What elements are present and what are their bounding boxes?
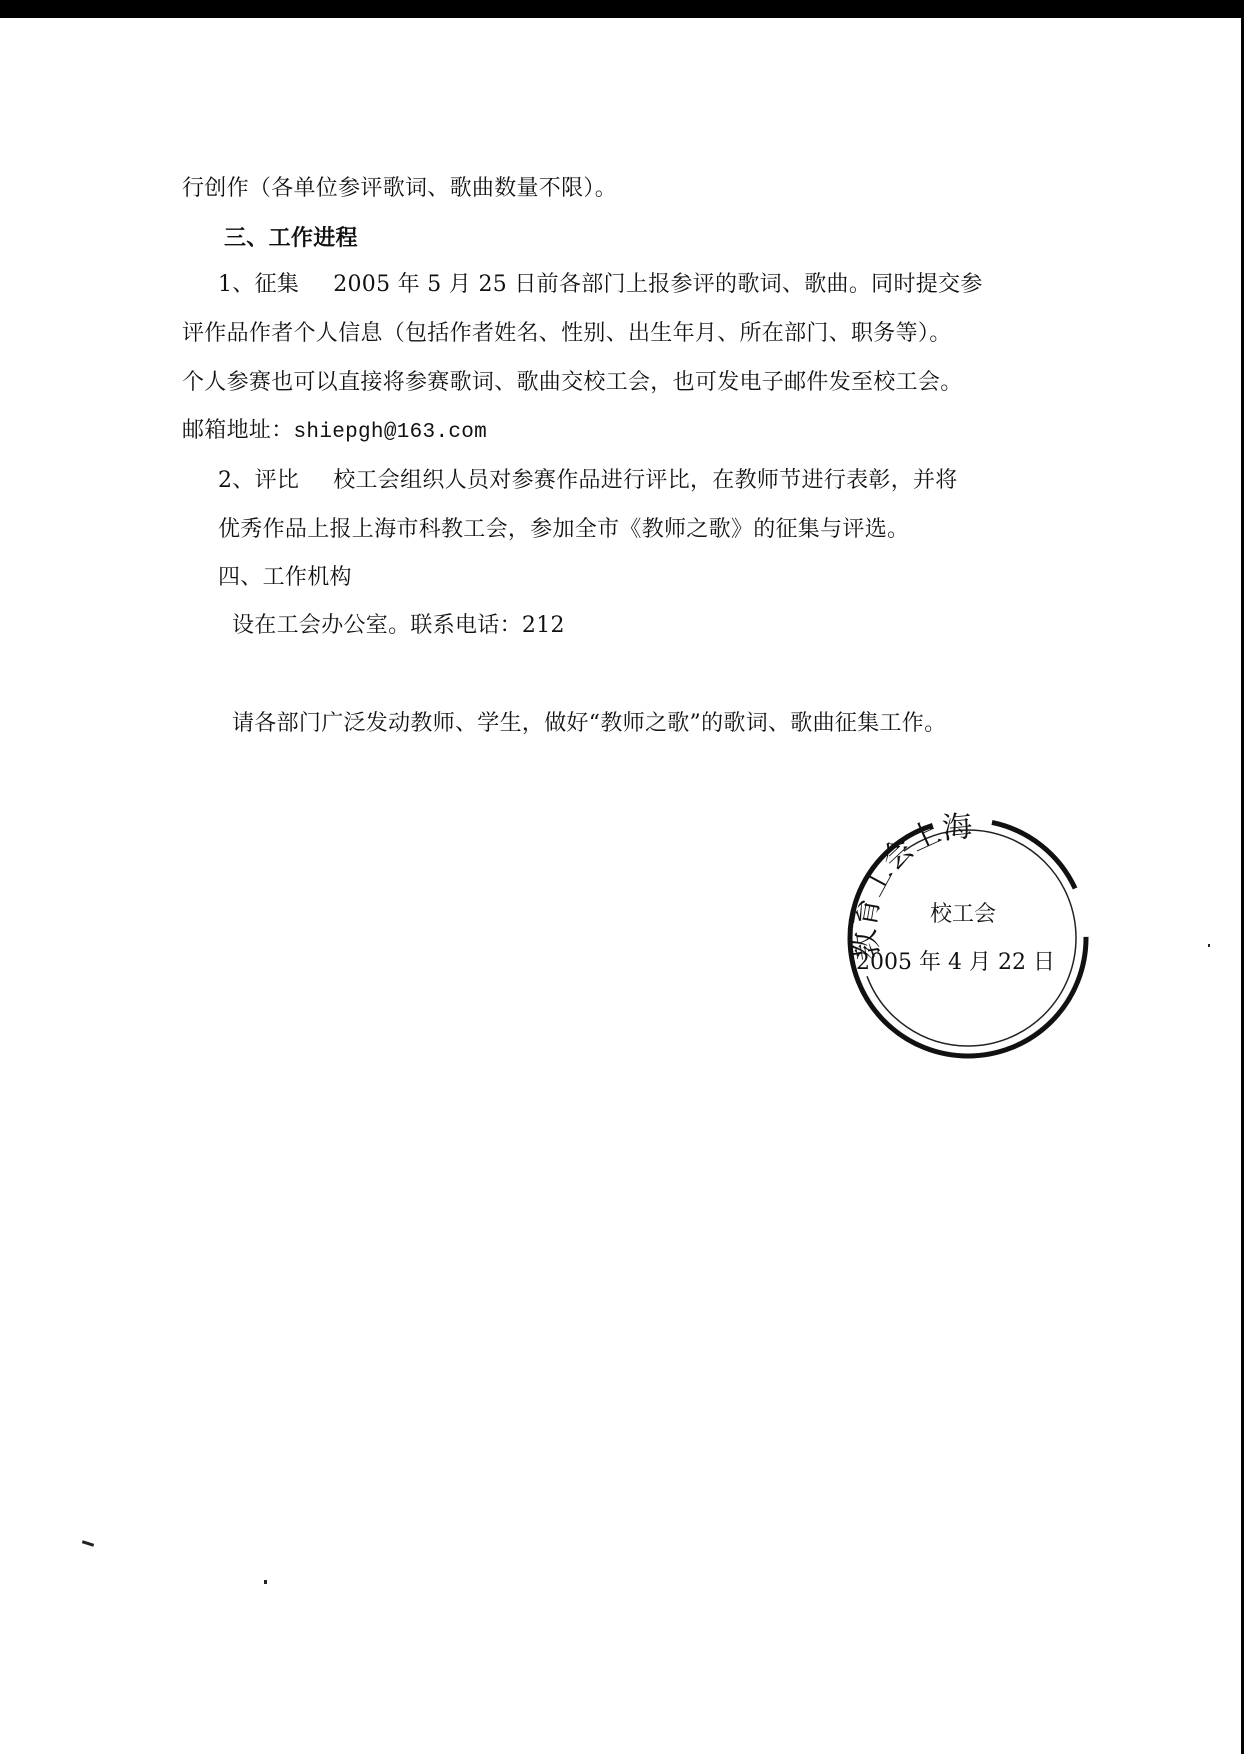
seal-graphic: [838, 808, 1098, 1068]
signature-date: 2005 年 4 月 22 日: [856, 950, 1055, 975]
email-address: shiepgh@163.com: [293, 421, 488, 444]
scan-speck: [82, 1540, 94, 1547]
item-2-line: [218, 468, 958, 494]
scan-top-border: [0, 0, 1244, 18]
scan-speck: [1208, 944, 1210, 947]
section-heading-4: 四、工作机构: [218, 565, 352, 590]
scan-speck: [264, 1580, 267, 1584]
item-2-text: 校工会组织人员对参赛作品进行评比，在教师节进行表彰，并将: [333, 468, 958, 493]
item-1-text: 2005 年 5 月 25 日前各部门上报参评的歌词、歌曲。同时提交参: [333, 272, 983, 297]
svg-text:教育工会上海: [847, 809, 974, 963]
contact-line: 设在工会办公室。联系电话：212: [232, 613, 565, 638]
section-heading-3: 三、工作进程: [224, 225, 358, 251]
item-2-continuation: 优秀作品上报上海市科教工会，参加全市《教师之歌》的征集与评选。: [218, 517, 910, 542]
email-line: [182, 418, 487, 446]
paragraph-line-personal-entry: 个人参赛也可以直接将参赛歌词、歌曲交校工会，也可发电子邮件发至校工会。: [182, 370, 963, 395]
signature-org: 校工会: [930, 902, 997, 927]
item-1-label: 1、征集: [218, 272, 300, 297]
item-1-continuation: 评作品作者个人信息（包括作者姓名、性别、出生年月、所在部门、职务等）。: [182, 321, 952, 346]
paragraph-line-1: 行创作（各单位参评歌词、歌曲数量不限）。: [182, 176, 618, 201]
seal-arc-text: 教育工会上海: [847, 808, 974, 963]
official-seal: [838, 808, 1098, 1068]
item-2-label: 2、评比: [218, 468, 300, 493]
closing-request: 请各部门广泛发动教师、学生，做好“教师之歌”的歌词、歌曲征集工作。: [232, 711, 947, 736]
email-label: 邮箱地址：: [182, 418, 294, 443]
item-1-line: [218, 272, 983, 298]
